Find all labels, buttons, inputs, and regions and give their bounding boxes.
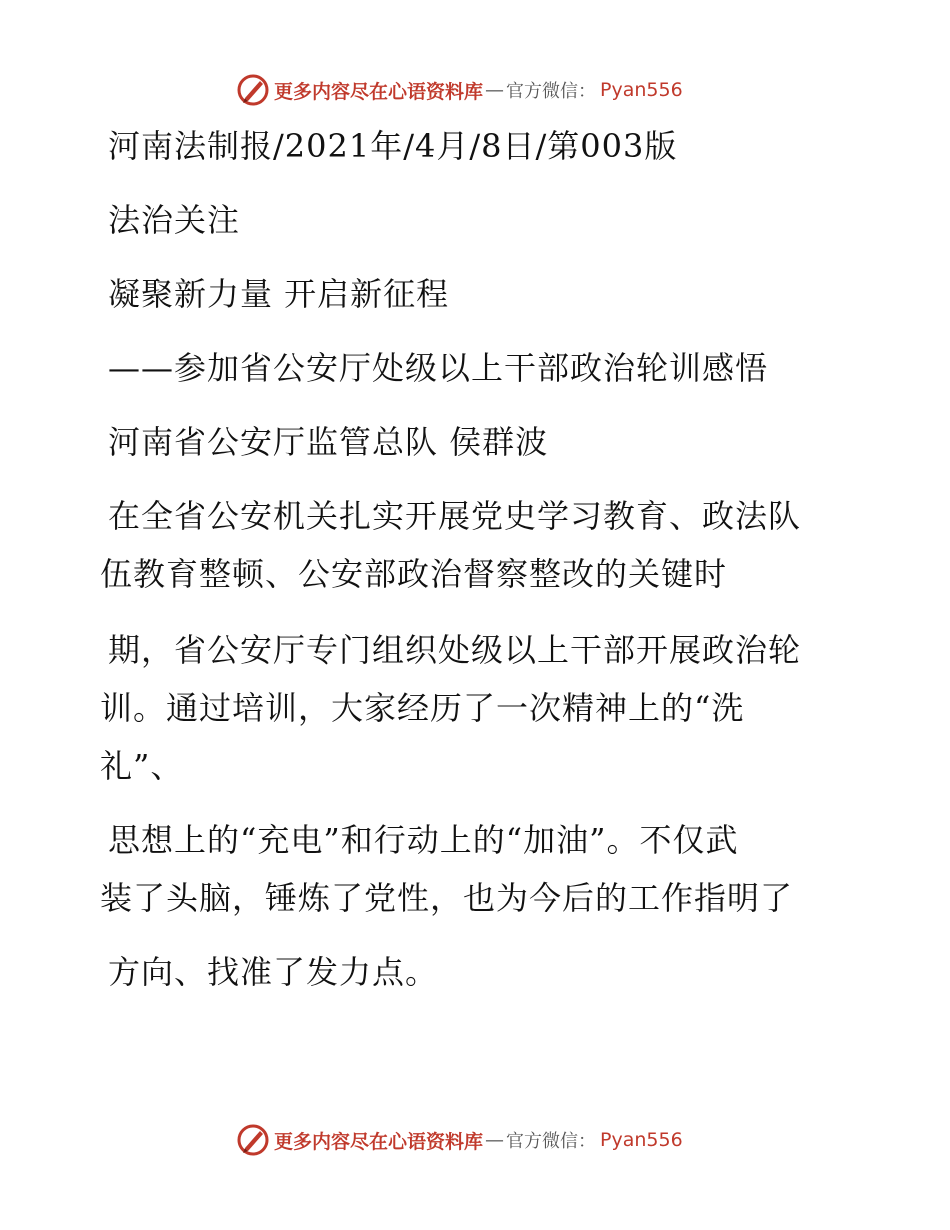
watermark-id: Pyan556: [600, 1129, 683, 1151]
pen-logo-icon: [236, 1123, 270, 1157]
watermark-bottom: [236, 1123, 683, 1157]
watermark-official: 官方微信：: [506, 81, 597, 102]
watermark-id: Pyan556: [600, 79, 683, 101]
article-title: 凝聚新力量 开启新征程: [108, 275, 450, 313]
body-line: 思想上的“充电”和行动上的“加油”。不仅武: [108, 821, 739, 859]
body-line: 训。通过培训，大家经历了一次精神上的“洗: [100, 689, 745, 727]
body-line: 礼”、: [100, 747, 184, 785]
watermark-official: 官方微信：: [506, 1131, 597, 1152]
article-subtitle: ——参加省公安厅处级以上干部政治轮训感悟: [108, 349, 769, 387]
body-line: 伍教育整顿、公安部政治督察整改的关键时: [100, 555, 728, 593]
article-byline: 河南省公安厅监管总队 侯群波: [108, 423, 549, 461]
body-line: 方向、找准了发力点。: [108, 953, 439, 991]
pen-logo-icon: [236, 73, 270, 107]
body-line: 期，省公安厅专门组织处级以上干部开展政治轮: [108, 631, 802, 669]
section-label: 法治关注: [108, 201, 241, 239]
watermark-dash: —: [485, 1129, 505, 1151]
body-line: 在全省公安机关扎实开展党史学习教育、政法队: [108, 497, 802, 535]
watermark-top: [236, 73, 683, 107]
watermark-text: 更多内容尽在心语资料库: [274, 1130, 484, 1153]
newspaper-header: 河南法制报/2021年/4月/8日/第003版: [108, 127, 678, 165]
watermark-dash: —: [485, 79, 505, 101]
watermark-text: 更多内容尽在心语资料库: [274, 80, 484, 103]
body-line: 装了头脑，锤炼了党性，也为今后的工作指明了: [100, 879, 794, 917]
